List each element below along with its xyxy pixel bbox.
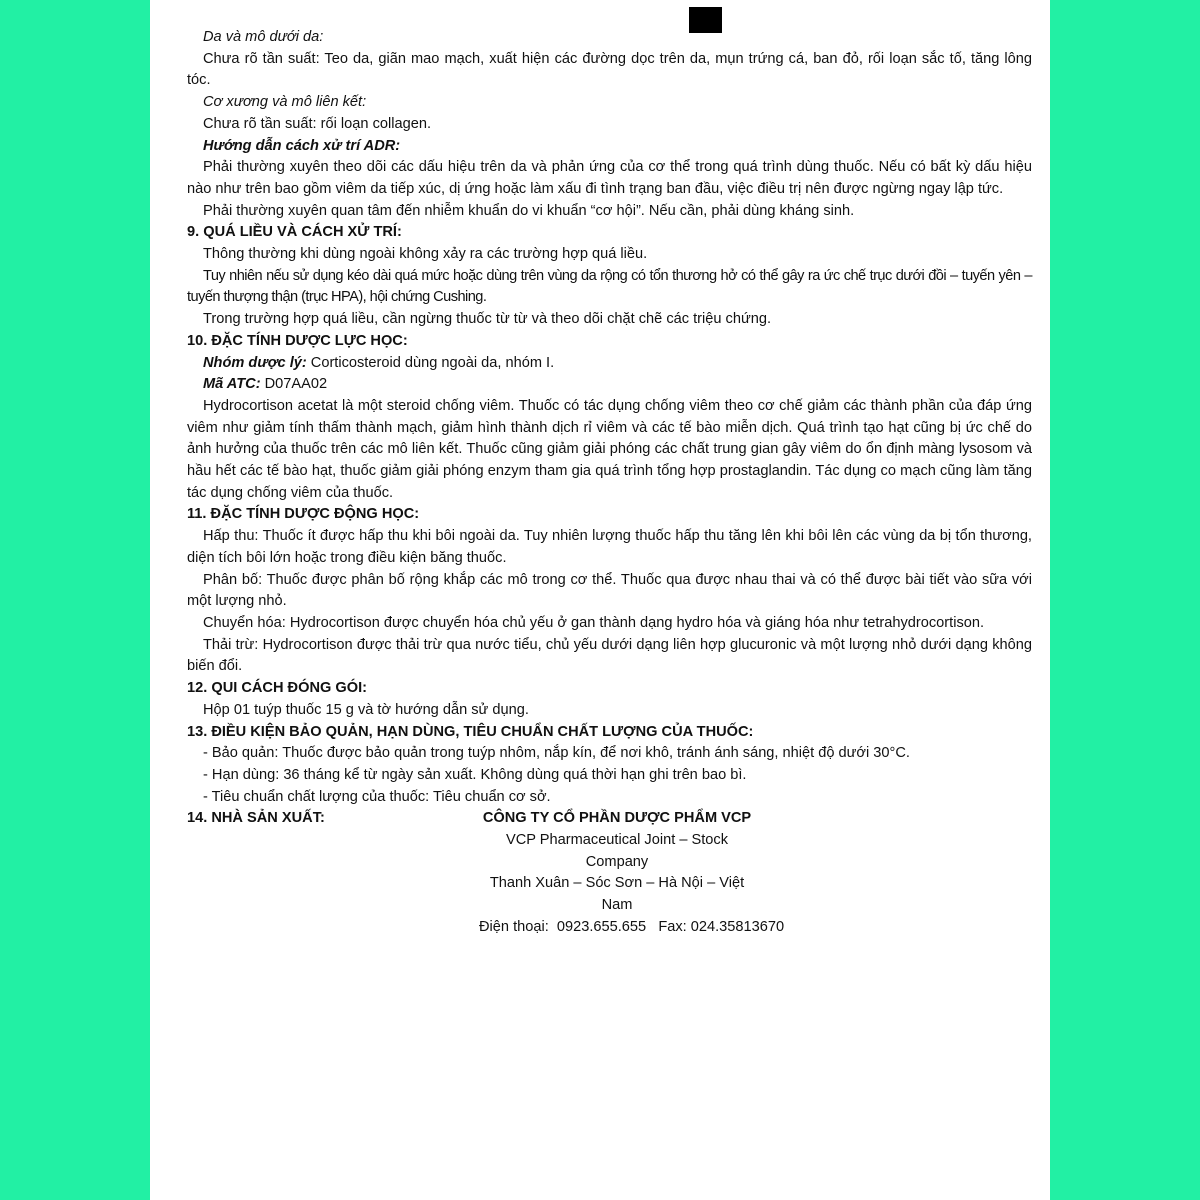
muscle-text: Chưa rõ tần suất: rối loạn collagen. xyxy=(203,115,431,132)
atc-code xyxy=(187,374,1032,396)
section-12-heading: 12. QUI CÁCH ĐÓNG GÓI: xyxy=(187,680,368,697)
manufacturer-info xyxy=(479,808,785,938)
pharmacologic-group-label: Nhóm dược lý: xyxy=(203,354,307,371)
manufacturer-address: Thanh Xuân – Sóc Sơn – Hà Nội – Việt Nam xyxy=(489,875,745,914)
adr-subheading: Hướng dẫn cách xử trí ADR: xyxy=(203,137,401,154)
quality-standard-text: - Tiêu chuẩn chất lượng của thuốc: Tiêu chuẩn cơ sở. xyxy=(203,788,551,805)
section-14-heading: 14. NHÀ SẢN XUẤT: xyxy=(187,810,325,827)
shelf-life-text: - Hạn dùng: 36 tháng kể từ ngày sản xuất. Không dùng quá thời hạn ghi trên bao bì. xyxy=(203,766,747,783)
skin-subheading: Da và mô dưới da: xyxy=(203,29,324,45)
overdose-text-1: Thông thường khi dùng ngoài không xảy ra các trường hợp quá liều. xyxy=(203,246,648,263)
manufacturer-name: CÔNG TY CỔ PHẦN DƯỢC PHẨM VCP xyxy=(482,810,752,827)
storage-text: - Bảo quản: Thuốc được bảo quản trong tuýp nhôm, nắp kín, để nơi khô, tránh ánh sáng, nhiệt độ dưới 30°C. xyxy=(203,745,910,762)
absorption-text: Hấp thu: Thuốc ít được hấp thu khi bôi ngoài da. Tuy nhiên lượng thuốc hấp thu tăng lên khi bôi lên các vùng da bị tổn thương, diện tích bôi lớn hoặc trong điều kiện băng thuốc. xyxy=(187,528,1032,566)
pharmacologic-group xyxy=(187,353,1032,375)
overdose-text-2: Tuy nhiên nếu sử dụng kéo dài quá mức hoặc dùng trên vùng da rộng có tổn thương hở có thể gây ra ức chế trục dưới đồi – tuyến yên – tuyến thượng thận (trục HPA), hội chứng Cushing. xyxy=(187,267,1032,306)
pharmacodynamics-text: Hydrocortison acetat là một steroid chống viêm. Thuốc có tác dụng chống viêm theo cơ chế giảm các thành phần của đáp ứng viêm như giảm tính thấm thành mạch, giảm hình thành dịch rỉ viêm và các tế bào miễn dịch. Quá trình tạo hạt cũng bị ức chế do ảnh hưởng của thuốc trên các mô liên kết. Thuốc cũng giảm giải phóng các chất trung gian gây viêm do ổn định màng lysosom và hầu hết các tế bào hạt, thuốc giảm giải phóng enzym tham gia quá trình tổng hợp prostaglandin. Tác dụng co mạch cũng làm tăng tác dụng chống viêm của thuốc. xyxy=(187,397,1032,501)
manufacturer-english-name: VCP Pharmaceutical Joint – Stock Company xyxy=(506,832,728,870)
adr-text-1: Phải thường xuyên theo dõi các dấu hiệu trên da và phản ứng của cơ thể trong quá trình dùng thuốc. Nếu có bất kỳ dấu hiệu nào như trên bao gồm viêm da tiếp xúc, dị ứng hoặc làm xấu đi tình trạng ban đầu, việc điều trị nên được ngừng ngay lập tức. xyxy=(187,159,1032,197)
adr-text-2: Phải thường xuyên quan tâm đến nhiễm khuẩn do vi khuẩn “cơ hội”. Nếu cần, phải dùng kháng sinh. xyxy=(203,202,855,219)
metabolism-text: Chuyển hóa: Hydrocortison được chuyển hóa chủ yếu ở gan thành dạng hydro hóa và giáng hóa như tetrahydrocortison. xyxy=(203,614,985,631)
pharmacologic-group-value: Corticosteroid dùng ngoài da, nhóm I. xyxy=(306,354,555,371)
packaging-text: Hộp 01 tuýp thuốc 15 g và tờ hướng dẫn sử dụng. xyxy=(203,701,529,718)
section-13-heading: 13. ĐIỀU KIỆN BẢO QUẢN, HẠN DÙNG, TIÊU CHUẨN CHẤT LƯỢNG CỦA THUỐC: xyxy=(187,723,754,740)
section-9-heading: 9. QUÁ LIỀU VÀ CÁCH XỬ TRÍ: xyxy=(187,224,402,241)
section-10-heading: 10. ĐẶC TÍNH DƯỢC LỰC HỌC: xyxy=(187,332,408,349)
atc-code-label: Mã ATC: xyxy=(203,376,261,393)
elimination-text: Thải trừ: Hydrocortison được thải trừ qua nước tiểu, chủ yếu dưới dạng liên hợp glucuronic và một lượng nhỏ dưới dạng không biến đổi. xyxy=(187,636,1032,675)
manufacturer-block xyxy=(187,808,1032,938)
leaflet-content xyxy=(187,27,1032,939)
atc-code-value: D07AA02 xyxy=(260,376,328,393)
section-11-heading: 11. ĐẶC TÍNH DƯỢC ĐỘNG HỌC: xyxy=(187,506,420,523)
overdose-text-3: Trong trường hợp quá liều, cần ngừng thuốc từ từ và theo dõi chặt chẽ các triệu chứng. xyxy=(203,311,772,328)
muscle-subheading: Cơ xương và mô liên kết: xyxy=(203,94,367,111)
skin-text: Chưa rõ tần suất: Teo da, giãn mao mạch, xuất hiện các đường dọc trên da, mụn trứng cá, ban đỏ, rối loạn sắc tố, tăng lông tóc. xyxy=(187,50,1032,89)
manufacturer-contact: Điện thoại: 0923.655.655 Fax: 024.35813670 xyxy=(479,918,785,935)
distribution-text: Phân bố: Thuốc được phân bố rộng khắp các mô trong cơ thể. Thuốc qua được nhau thai và có thể được bài tiết vào sữa với một lượng nhỏ. xyxy=(187,571,1032,610)
